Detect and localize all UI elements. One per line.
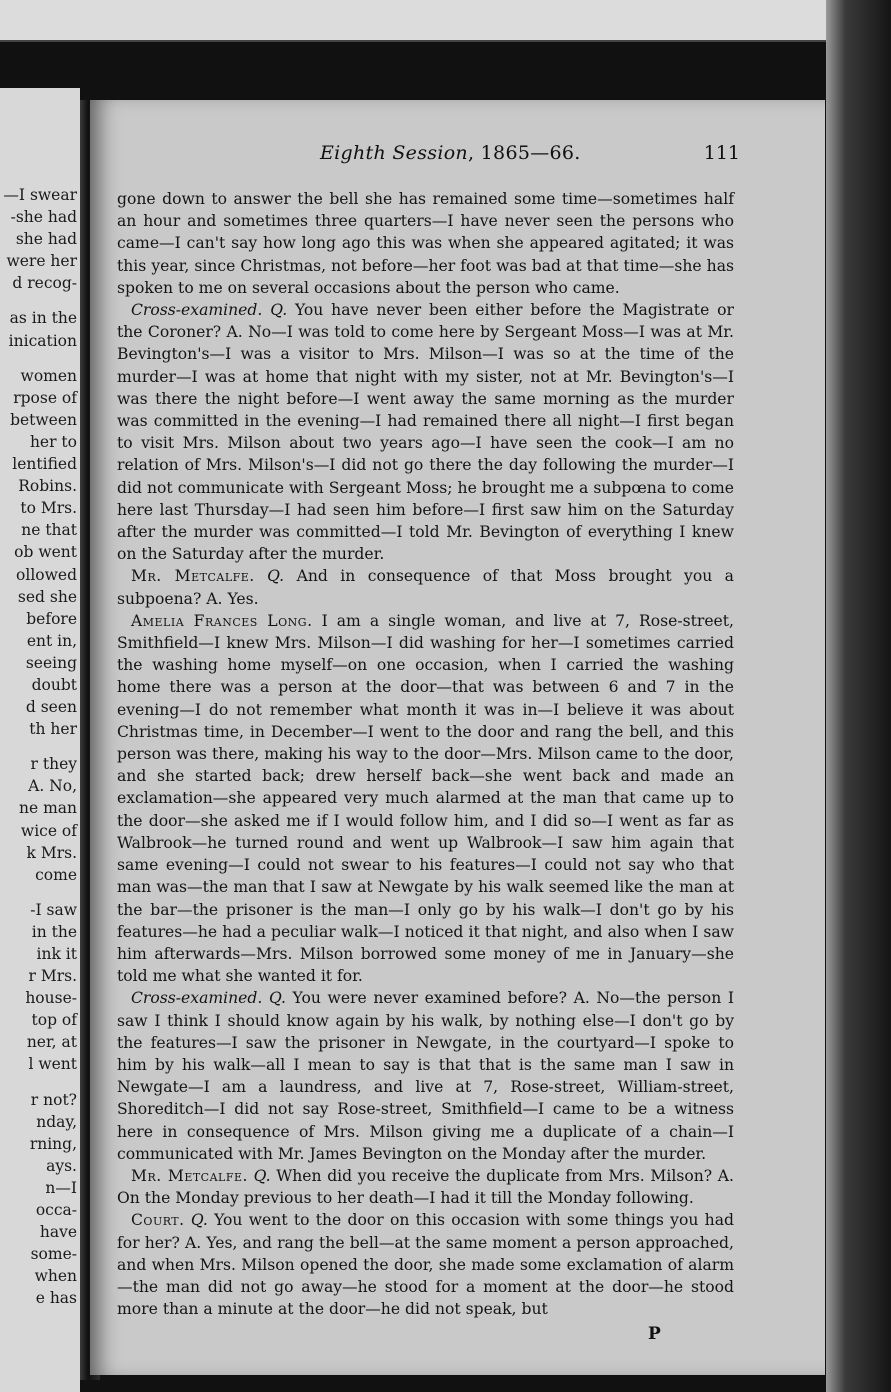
paragraph: gone down to answer the bell she has remained some time—sometimes half an hour and sometimes three quarters—I have never seen the persons who came—I can't say how long ago this was when she appeared agitated; it was this year, since Christmas, not before—her foot was bad at that time—she has spoken to me on several occasions about the person who came. <box>117 190 734 297</box>
page-number: 111 <box>703 142 740 164</box>
paragraph: Mr. Metcalfe. Q. When did you receive the duplicate from Mrs. Milson? A. On the Monday previous to her death—I had it till the Monday following. <box>117 1166 734 1208</box>
left-page-line-fragment: ollowed <box>16 565 77 584</box>
speaker-name: Mr. Metcalfe. <box>131 1166 248 1185</box>
paragraph: Mr. Metcalfe. Q. And in consequence of that Moss brought you a subpoena? A. Yes. <box>117 567 734 608</box>
left-page-line-fragment: ent in, <box>26 631 77 650</box>
left-page-line-fragment: inication <box>8 331 77 350</box>
speaker-name: Mr. Metcalfe. <box>131 567 255 586</box>
left-page-line-fragment: to Mrs. <box>20 499 77 518</box>
left-facing-page <box>0 88 80 1392</box>
left-page-line-fragment: ner, at <box>26 1033 77 1052</box>
left-page-line-fragment: ays. <box>46 1156 77 1175</box>
paragraph-lead: Cross-examined. <box>131 989 263 1008</box>
left-page-gap <box>3 1076 77 1089</box>
left-page-line-fragment: she had <box>15 230 77 249</box>
left-page-line-fragment: before <box>26 609 77 628</box>
left-page-line-fragment: th her <box>29 720 77 739</box>
page-body-text <box>117 188 734 1320</box>
left-page-line-fragment: nday, <box>36 1112 77 1131</box>
left-page-line-fragment: wice of <box>20 821 77 840</box>
left-page-gap <box>3 352 77 365</box>
left-page-line-fragment: l went <box>28 1055 77 1074</box>
left-page-line-fragment: k Mrs. <box>26 843 77 862</box>
left-page-line-fragment: top of <box>31 1011 77 1030</box>
paragraph: Court. Q. You went to the door on this occasion with some things you had for her? A. Yes, and rang the bell—at the same moment a person approached, and when Mrs. Milson opened the door, she made some exclamation of alarm—the man did not go away—he stood for a moment at the door—he stood more than a minute at the door—he did not speak, but <box>117 1211 734 1319</box>
left-page-line-fragment: in the <box>31 922 77 941</box>
question-marker: Q. <box>270 301 288 320</box>
left-page-line-fragment: e has <box>35 1289 77 1308</box>
left-page-gap <box>3 740 77 753</box>
left-page-line-fragment: seeing <box>25 653 77 672</box>
left-page-line-fragment: d seen <box>25 698 77 717</box>
left-page-line-fragment: ne that <box>21 521 77 540</box>
question-marker: Q. <box>253 1166 271 1185</box>
left-page-line-fragment: ob went <box>14 543 77 562</box>
left-page-gap <box>3 886 77 899</box>
paragraph: Cross-examined. Q. You were never examined before? A. No—the person I saw I think I should know again by his walk, by nothing else—I don't go by the features—I saw the prisoner in Newgate, in the courtyard—I spoke to him by his walk—all I mean to say is that that is the same man I saw in Newgate—I am a laundress, and live at 7, Rose-street, William-street, Shoreditch—I did not say Rose-street, Smithfield—I came to be a witness here in consequence of Mrs. Milson giving me a duplicate of a chain—I communicated with Mr. James Bevington on the Monday after the murder. <box>117 989 734 1163</box>
left-page-line-fragment: A. No, <box>28 777 77 796</box>
left-page-line-fragment: come <box>35 865 77 884</box>
left-page-line-fragment: r Mrs. <box>28 967 77 986</box>
left-page-line-fragment: lentified <box>12 455 77 474</box>
left-page-line-fragment: were her <box>6 252 77 271</box>
left-page-text-fragments <box>3 184 77 1310</box>
running-header <box>320 142 740 174</box>
question-marker: Q. <box>268 989 286 1008</box>
left-page-line-fragment: as in the <box>9 309 77 328</box>
left-page-line-fragment: some- <box>30 1245 77 1264</box>
left-page-line-fragment: occa- <box>35 1201 77 1220</box>
left-page-line-fragment: n—I <box>45 1178 77 1197</box>
left-page-line-fragment: -she had <box>10 208 77 227</box>
left-page-line-fragment: ne man <box>18 799 77 818</box>
left-page-line-fragment: her to <box>29 432 77 451</box>
witness-name: Amelia Frances Long. <box>131 611 313 630</box>
left-page-line-fragment: women <box>20 366 77 385</box>
question-marker: Q. <box>267 567 285 586</box>
left-page-line-fragment: house- <box>25 989 77 1008</box>
speaker-name: Court. <box>131 1211 185 1230</box>
left-page-line-fragment: doubt <box>31 675 77 694</box>
paragraph: Cross-examined. Q. You have never been either before the Magistrate or the Coroner? A. No—I was told to come here by Sergeant Moss—I was at Mr. Bevington's—I was a visitor to Mrs. Milson—I was so at the time of the murder—I was at home that night with my sister, not at Mr. Bevington's—I was there the night before—I went away the same morning as the murder was committed in the evening—I had remained there all night—I first began to visit Mrs. Milson about two years ago—I have seen the cook—I am no relation of Mrs. Milson's—I did not go there the day following the murder—I did not communicate with Sergeant Moss; he brought me a subpœna to come here last Thursday—I had seen him before—I first saw him on the Saturday after the murder was committed—I told Mr. Bevington of everything I knew on the Saturday after the murder. <box>117 301 734 564</box>
right-page-edge-shadow <box>826 0 891 1392</box>
left-page-line-fragment: rpose of <box>13 388 77 407</box>
running-title: Eighth Session, 1865—66. <box>320 142 581 164</box>
left-page-line-fragment: between <box>10 410 77 429</box>
left-page-line-fragment: -I saw <box>30 900 77 919</box>
left-page-line-fragment: r not? <box>30 1090 77 1109</box>
session-years: 1865—66. <box>480 142 581 164</box>
left-page-line-fragment: ink it <box>36 945 77 963</box>
left-page-line-fragment: r they <box>30 755 77 774</box>
signature-mark: P <box>648 1324 661 1344</box>
previous-page-edge <box>0 0 826 42</box>
paragraph: Amelia Frances Long. I am a single woman, and live at 7, Rose-street, Smithfield—I knew Mrs. Milson—I did washing for her—I sometimes carried the washing home myself—on one occasion, when I carried the washing home there was a person at the door—that was between 6 and 7 in the evening—I do not remember what month it was in—I believe it was about Christmas time, in December—I went to the door and rang the bell, and this person was there, making his way to the door—Mrs. Milson came to the door, and she started back; drew herself back—she went back and made an exclamation—she appeared very much alarmed at the man that came up to the door—she asked me if I would follow him, and I did so—I went as far as Walbrook—he turned round and went up Walbrook—I saw him again that same evening—I could not swear to his features—I could not say who that man was—the man that I saw at Newgate by his walk seemed like the man at the bar—the prisoner is the man—I only go by his walk—I don't go by his features—he had a peculiar walk—I noticed it that night, and also when I saw him afterwards—Mrs. Milson borrowed some money of me in January—she told me what she wanted it for. <box>117 611 734 986</box>
left-page-line-fragment: rning, <box>29 1134 77 1153</box>
question-marker: Q. <box>190 1211 208 1230</box>
paragraph-lead: Cross-examined. <box>131 301 263 320</box>
session-label: Eighth Session <box>320 142 468 164</box>
left-page-line-fragment: have <box>39 1223 77 1242</box>
left-page-line-fragment: —I swear <box>3 186 77 204</box>
left-page-gap <box>3 294 77 307</box>
left-page-line-fragment: when <box>34 1267 77 1286</box>
left-page-line-fragment: d recog- <box>12 274 77 293</box>
left-page-line-fragment: Robins. <box>18 477 77 496</box>
left-page-line-fragment: sed she <box>17 587 77 606</box>
